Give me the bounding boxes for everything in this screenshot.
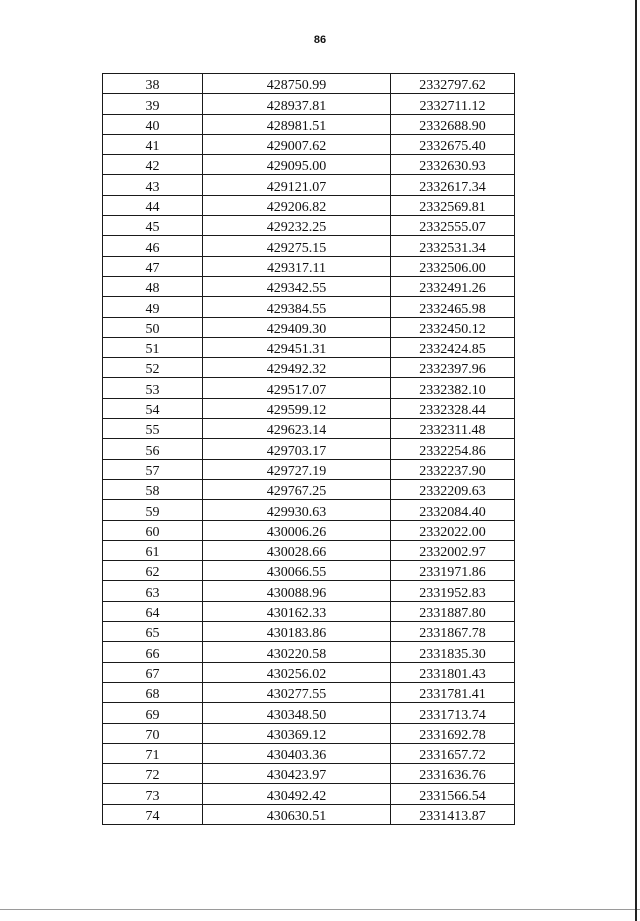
point-number-cell: 60 (103, 520, 203, 540)
coordinates-table-body (103, 74, 515, 825)
table-row (103, 378, 515, 398)
x-coordinate-cell: 429727.19 (203, 459, 391, 479)
x-coordinate-cell: 430369.12 (203, 723, 391, 743)
x-coordinate-cell: 429121.07 (203, 175, 391, 195)
point-number-cell: 38 (103, 74, 203, 94)
x-coordinate-cell: 430630.51 (203, 804, 391, 824)
x-coordinate-cell: 430066.55 (203, 561, 391, 581)
point-number-cell: 40 (103, 114, 203, 134)
table-row (103, 94, 515, 114)
x-coordinate-cell: 429492.32 (203, 358, 391, 378)
x-coordinate-cell: 430006.26 (203, 520, 391, 540)
y-coordinate-cell: 2331952.83 (391, 581, 515, 601)
y-coordinate-cell: 2332630.93 (391, 155, 515, 175)
y-coordinate-cell: 2332237.90 (391, 459, 515, 479)
table-row (103, 236, 515, 256)
table-row (103, 155, 515, 175)
x-coordinate-cell: 430277.55 (203, 682, 391, 702)
point-number-cell: 41 (103, 134, 203, 154)
table-row (103, 784, 515, 804)
point-number-cell: 73 (103, 784, 203, 804)
point-number-cell: 48 (103, 276, 203, 296)
table-row (103, 662, 515, 682)
y-coordinate-cell: 2332675.40 (391, 134, 515, 154)
y-coordinate-cell: 2332002.97 (391, 540, 515, 560)
table-row (103, 682, 515, 702)
y-coordinate-cell: 2332397.96 (391, 358, 515, 378)
point-number-cell: 56 (103, 439, 203, 459)
x-coordinate-cell: 428750.99 (203, 74, 391, 94)
page-bottom-rule (0, 909, 640, 910)
table-row (103, 601, 515, 621)
y-coordinate-cell: 2332084.40 (391, 500, 515, 520)
x-coordinate-cell: 429317.11 (203, 256, 391, 276)
x-coordinate-cell: 429599.12 (203, 398, 391, 418)
table-row (103, 500, 515, 520)
x-coordinate-cell: 430183.86 (203, 622, 391, 642)
table-row (103, 540, 515, 560)
point-number-cell: 63 (103, 581, 203, 601)
table-row (103, 520, 515, 540)
y-coordinate-cell: 2331713.74 (391, 703, 515, 723)
y-coordinate-cell: 2332209.63 (391, 479, 515, 499)
point-number-cell: 62 (103, 561, 203, 581)
point-number-cell: 45 (103, 216, 203, 236)
point-number-cell: 49 (103, 297, 203, 317)
table-row (103, 195, 515, 215)
page-right-edge (635, 0, 637, 921)
x-coordinate-cell: 429517.07 (203, 378, 391, 398)
y-coordinate-cell: 2332491.26 (391, 276, 515, 296)
y-coordinate-cell: 2332531.34 (391, 236, 515, 256)
point-number-cell: 66 (103, 642, 203, 662)
point-number-cell: 65 (103, 622, 203, 642)
y-coordinate-cell: 2331692.78 (391, 723, 515, 743)
point-number-cell: 47 (103, 256, 203, 276)
x-coordinate-cell: 429007.62 (203, 134, 391, 154)
y-coordinate-cell: 2331413.87 (391, 804, 515, 824)
x-coordinate-cell: 430348.50 (203, 703, 391, 723)
point-number-cell: 72 (103, 764, 203, 784)
point-number-cell: 57 (103, 459, 203, 479)
y-coordinate-cell: 2332328.44 (391, 398, 515, 418)
x-coordinate-cell: 429232.25 (203, 216, 391, 236)
table-row (103, 297, 515, 317)
y-coordinate-cell: 2331657.72 (391, 743, 515, 763)
x-coordinate-cell: 429095.00 (203, 155, 391, 175)
y-coordinate-cell: 2331781.41 (391, 682, 515, 702)
y-coordinate-cell: 2332506.00 (391, 256, 515, 276)
y-coordinate-cell: 2332254.86 (391, 439, 515, 459)
x-coordinate-cell: 430423.97 (203, 764, 391, 784)
x-coordinate-cell: 429703.17 (203, 439, 391, 459)
y-coordinate-cell: 2331566.54 (391, 784, 515, 804)
point-number-cell: 70 (103, 723, 203, 743)
y-coordinate-cell: 2332688.90 (391, 114, 515, 134)
point-number-cell: 55 (103, 419, 203, 439)
table-row (103, 459, 515, 479)
point-number-cell: 43 (103, 175, 203, 195)
y-coordinate-cell: 2332311.48 (391, 419, 515, 439)
table-row (103, 439, 515, 459)
table-row (103, 703, 515, 723)
table-row (103, 337, 515, 357)
table-row (103, 743, 515, 763)
point-number-cell: 64 (103, 601, 203, 621)
table-row (103, 479, 515, 499)
y-coordinate-cell: 2332424.85 (391, 337, 515, 357)
point-number-cell: 61 (103, 540, 203, 560)
y-coordinate-cell: 2332022.00 (391, 520, 515, 540)
table-row (103, 276, 515, 296)
coordinates-table (102, 73, 515, 825)
point-number-cell: 54 (103, 398, 203, 418)
point-number-cell: 67 (103, 662, 203, 682)
point-number-cell: 68 (103, 682, 203, 702)
x-coordinate-cell: 428937.81 (203, 94, 391, 114)
point-number-cell: 69 (103, 703, 203, 723)
x-coordinate-cell: 430028.66 (203, 540, 391, 560)
table-row (103, 216, 515, 236)
x-coordinate-cell: 429275.15 (203, 236, 391, 256)
y-coordinate-cell: 2332617.34 (391, 175, 515, 195)
table-row (103, 74, 515, 94)
table-row (103, 134, 515, 154)
x-coordinate-cell: 429384.55 (203, 297, 391, 317)
x-coordinate-cell: 429623.14 (203, 419, 391, 439)
x-coordinate-cell: 430256.02 (203, 662, 391, 682)
y-coordinate-cell: 2331971.86 (391, 561, 515, 581)
table-row (103, 764, 515, 784)
x-coordinate-cell: 430220.58 (203, 642, 391, 662)
point-number-cell: 39 (103, 94, 203, 114)
point-number-cell: 46 (103, 236, 203, 256)
y-coordinate-cell: 2332711.12 (391, 94, 515, 114)
table-row (103, 419, 515, 439)
table-row (103, 317, 515, 337)
point-number-cell: 42 (103, 155, 203, 175)
y-coordinate-cell: 2331887.80 (391, 601, 515, 621)
point-number-cell: 52 (103, 358, 203, 378)
point-number-cell: 50 (103, 317, 203, 337)
x-coordinate-cell: 430403.36 (203, 743, 391, 763)
x-coordinate-cell: 430162.33 (203, 601, 391, 621)
point-number-cell: 71 (103, 743, 203, 763)
x-coordinate-cell: 429409.30 (203, 317, 391, 337)
y-coordinate-cell: 2332797.62 (391, 74, 515, 94)
y-coordinate-cell: 2332555.07 (391, 216, 515, 236)
table-row (103, 561, 515, 581)
table-row (103, 256, 515, 276)
table-row (103, 622, 515, 642)
y-coordinate-cell: 2332450.12 (391, 317, 515, 337)
table-row (103, 804, 515, 824)
table-row (103, 358, 515, 378)
y-coordinate-cell: 2332465.98 (391, 297, 515, 317)
table-row (103, 398, 515, 418)
point-number-cell: 74 (103, 804, 203, 824)
point-number-cell: 44 (103, 195, 203, 215)
x-coordinate-cell: 429767.25 (203, 479, 391, 499)
table-row (103, 581, 515, 601)
x-coordinate-cell: 428981.51 (203, 114, 391, 134)
x-coordinate-cell: 429342.55 (203, 276, 391, 296)
x-coordinate-cell: 430492.42 (203, 784, 391, 804)
table-row (103, 175, 515, 195)
point-number-cell: 51 (103, 337, 203, 357)
point-number-cell: 58 (103, 479, 203, 499)
point-number-cell: 53 (103, 378, 203, 398)
y-coordinate-cell: 2331835.30 (391, 642, 515, 662)
y-coordinate-cell: 2331636.76 (391, 764, 515, 784)
table-row (103, 642, 515, 662)
x-coordinate-cell: 429206.82 (203, 195, 391, 215)
x-coordinate-cell: 430088.96 (203, 581, 391, 601)
x-coordinate-cell: 429451.31 (203, 337, 391, 357)
y-coordinate-cell: 2331801.43 (391, 662, 515, 682)
y-coordinate-cell: 2331867.78 (391, 622, 515, 642)
page-number: 86 (313, 34, 327, 46)
point-number-cell: 59 (103, 500, 203, 520)
y-coordinate-cell: 2332382.10 (391, 378, 515, 398)
table-row (103, 114, 515, 134)
y-coordinate-cell: 2332569.81 (391, 195, 515, 215)
table-row (103, 723, 515, 743)
x-coordinate-cell: 429930.63 (203, 500, 391, 520)
